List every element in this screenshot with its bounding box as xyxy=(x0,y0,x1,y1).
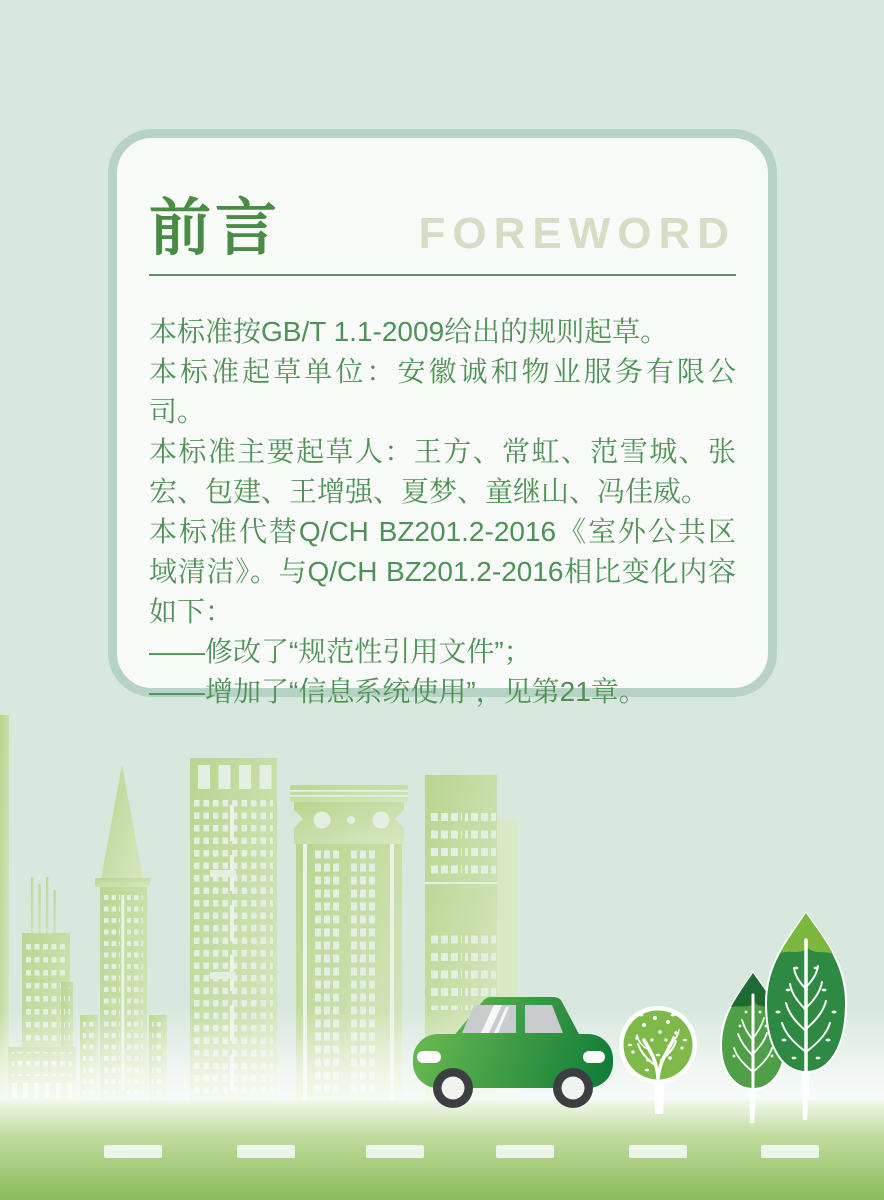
paragraph-drafters: 本标准主要起草人：王方、常虹、范雪城、张宏、包建、王增强、夏梦、童继山、冯佳威。 xyxy=(149,436,736,507)
car-headlight xyxy=(417,1051,441,1063)
card-header xyxy=(149,194,736,263)
paragraph-change-added: ——增加了“信息系统使用”，见第21章。 xyxy=(149,676,647,707)
page-title: 前言 xyxy=(149,194,282,263)
title-divider xyxy=(149,274,736,276)
paragraph-change-modified: ——修改了“规范性引用文件”； xyxy=(149,636,532,667)
foreword-body xyxy=(149,312,736,712)
paragraph-replaces: 本标准代替Q/CH BZ201.2-2016《室外公共区域清洁》。与Q/CH BZ201.2-2016相比变化内容如下： xyxy=(149,516,736,627)
foreword-card xyxy=(108,129,777,707)
paragraph-drafting-rule: 本标准按GB/T 1.1-2009给出的规则起草。 xyxy=(149,316,669,347)
paragraph-drafting-unit: 本标准起草单位：安徽诚和物业服务有限公司。 xyxy=(149,356,736,427)
page-title-english: FOREWORD xyxy=(418,209,736,258)
car-taillight xyxy=(583,1051,605,1063)
eco-city-illustration xyxy=(0,700,884,1200)
